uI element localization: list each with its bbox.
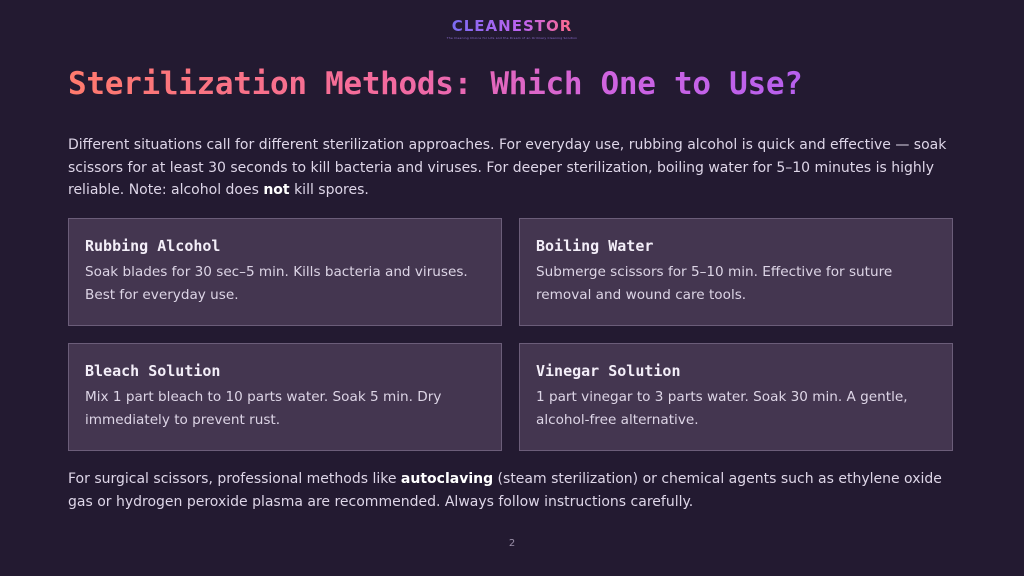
slide-title: Sterilization Methods: Which One to Use? [68,62,803,106]
intro-text-part1: Different situations call for different sterilization approaches. For everyday use, rubbing alcohol is quick and effective — soak scissors for at least 30 seconds to kill bacteria and viruses. For deeper sterilization, boiling water for 5–10 minutes is highly reliable. Note: alcohol does [68,137,947,198]
outro-text-part2: (steam sterilization) or chemical agents such as ethylene oxide gas or hydrogen peroxide plasma are recommended. Always follow instructions carefully. [68,471,942,510]
intro-emphasis: not [263,182,290,198]
card-body: 1 part vinegar to 3 parts water. Soak 30 min. A gentle, alcohol-free alternative. [536,389,908,428]
intro-paragraph [68,134,958,202]
card-title: Boiling Water [536,237,654,255]
method-card-rubbing-alcohol [68,218,502,326]
outro-paragraph [68,468,958,513]
intro-text-part2: kill spores. [289,182,369,198]
outro-text-part1: For surgical scissors, professional methods like [68,471,401,487]
brand-tagline: The Cleaning Choice for Life and the Dream of an Ordinary Cleaning Solution [446,36,578,40]
method-card-bleach-solution [68,343,502,451]
page-number: 2 [508,538,516,549]
brand-header [0,16,1024,40]
card-title: Bleach Solution [85,362,221,380]
outro-emphasis: autoclaving [400,471,494,487]
method-card-boiling-water [519,218,953,326]
brand-logo: CLEANESTOR [451,17,573,35]
card-body: Soak blades for 30 sec–5 min. Kills bacteria and viruses. Best for everyday use. [85,264,468,303]
card-title: Vinegar Solution [536,362,681,380]
card-body: Mix 1 part bleach to 10 parts water. Soak 5 min. Dry immediately to prevent rust. [85,389,442,428]
card-title: Rubbing Alcohol [85,237,221,255]
card-body: Submerge scissors for 5–10 min. Effective for suture removal and wound care tools. [536,264,893,303]
method-card-vinegar-solution [519,343,953,451]
